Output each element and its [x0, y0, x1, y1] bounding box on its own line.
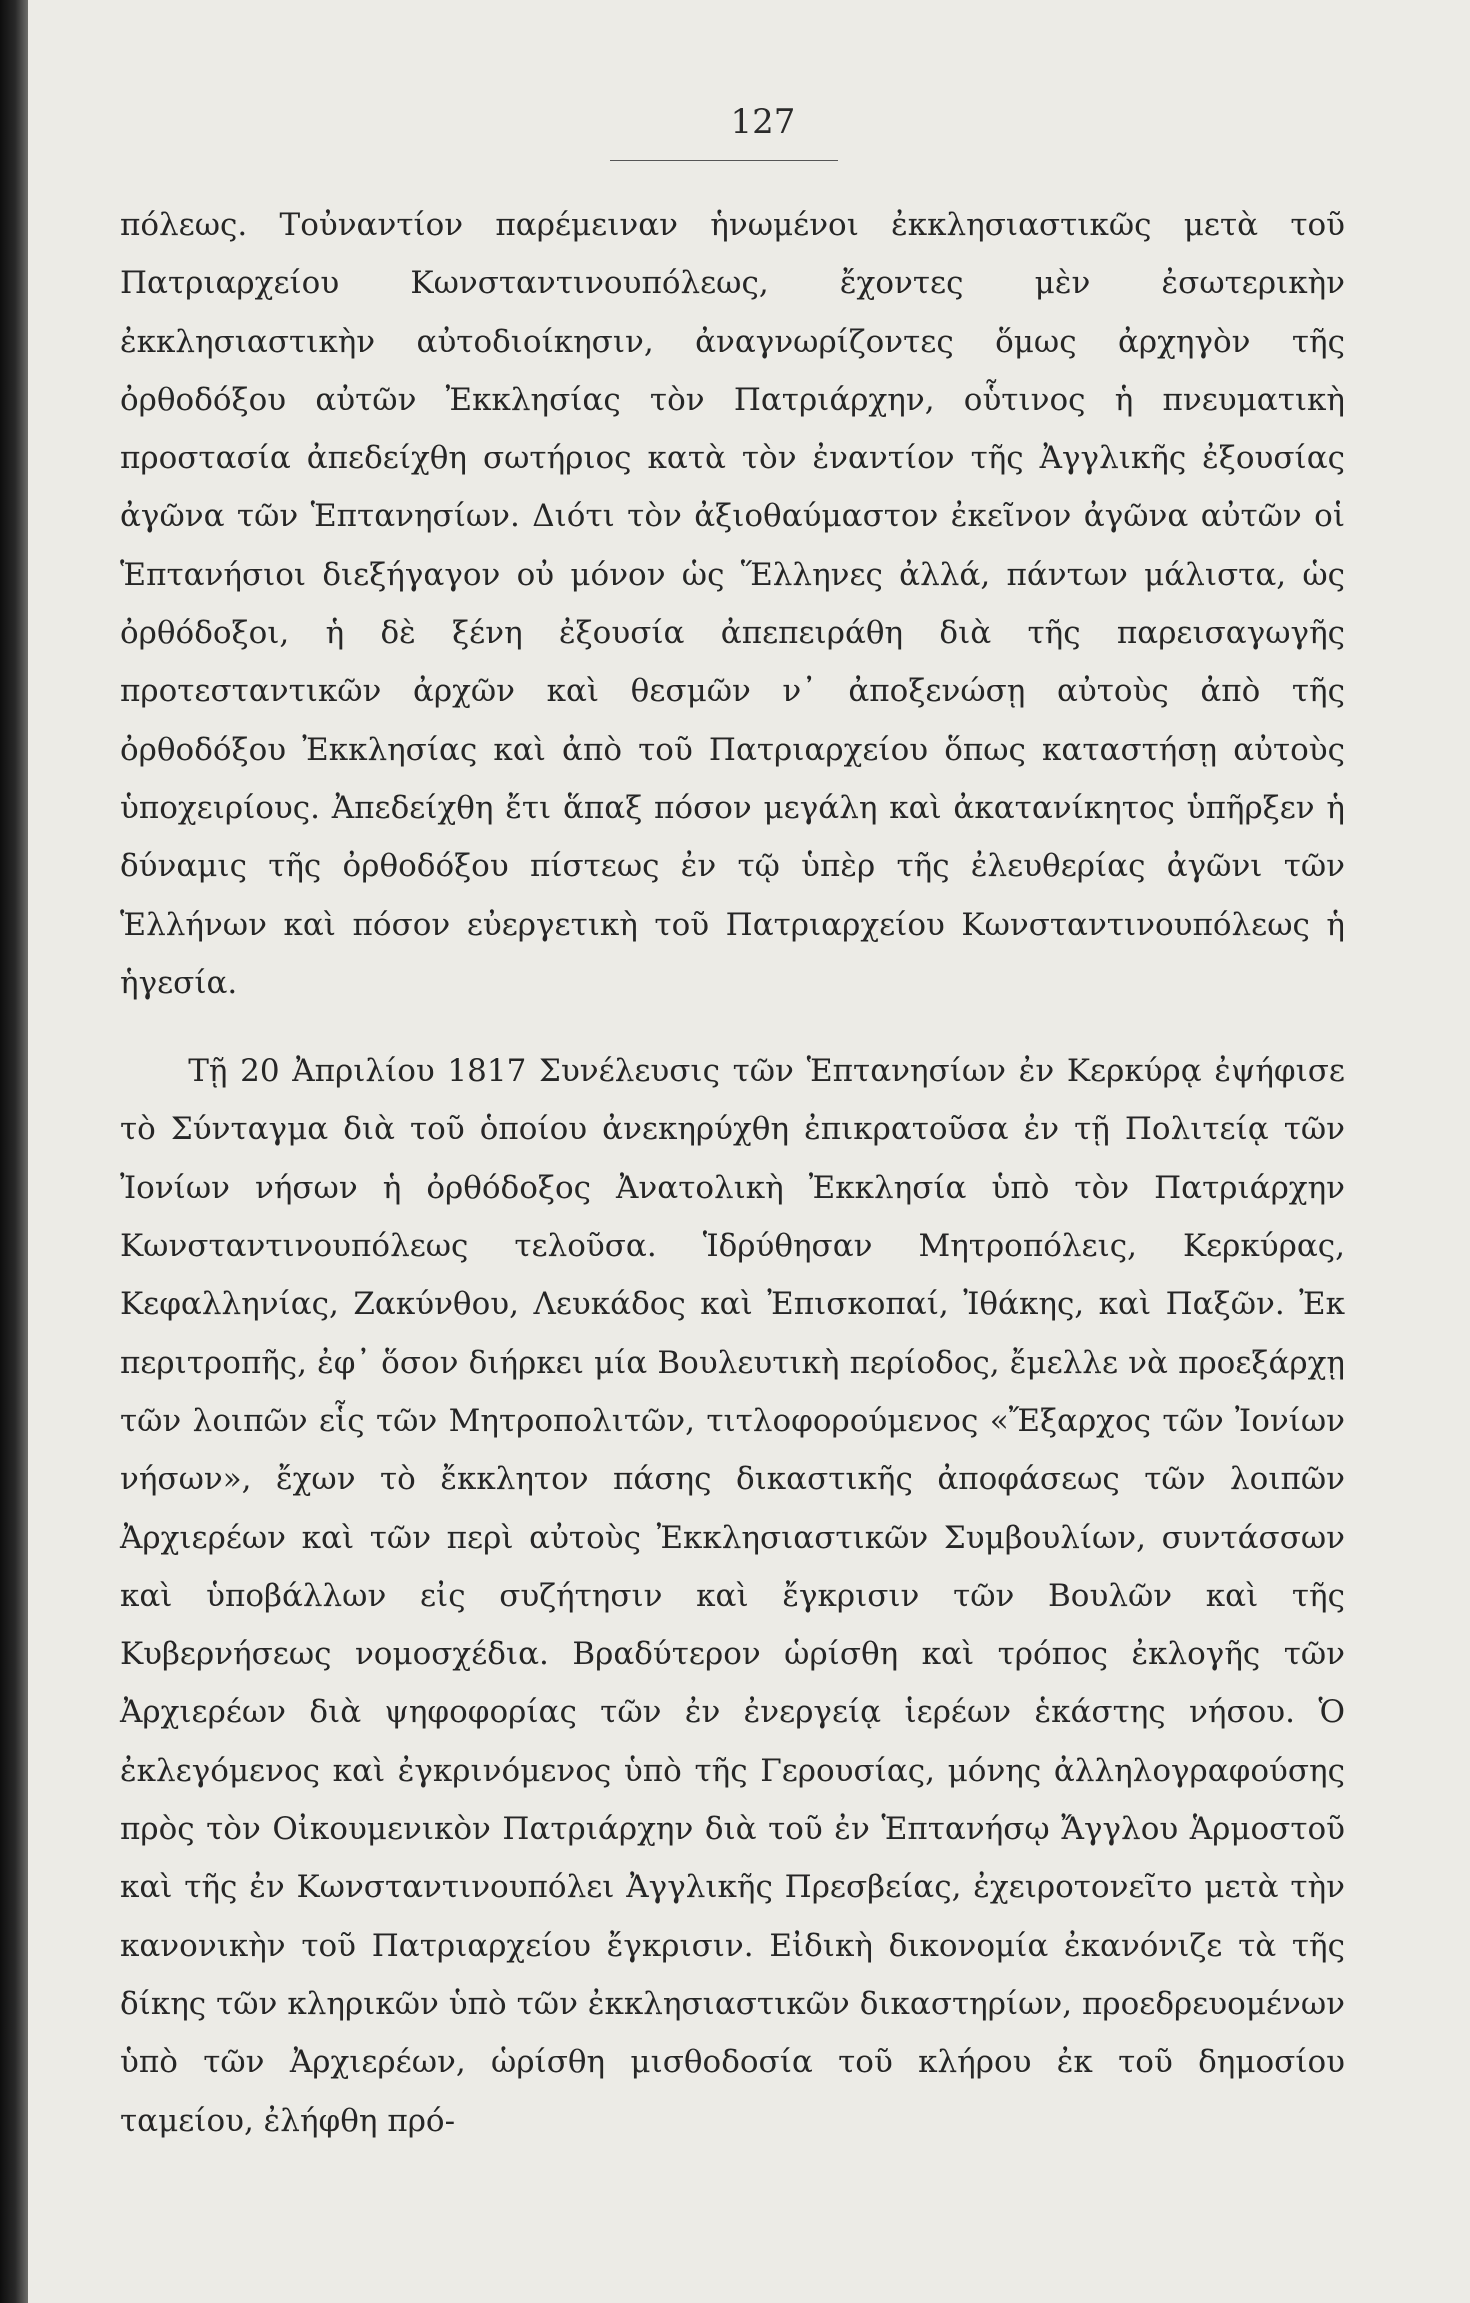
- body-text: [120, 196, 1345, 2150]
- header-rule: [610, 160, 838, 161]
- book-spine-shadow: [0, 0, 28, 2303]
- paragraph-1817-constitution: Τῇ 20 Ἀπριλίου 1817 Συνέλευσις τῶν Ἑπτανησίων ἐν Κερκύρᾳ ἐψήφισε τὸ Σύνταγμα διὰ τοῦ ὁποίου ἀνεκηρύχθη ἐπικρατοῦσα ἐν τῇ Πολιτείᾳ τῶν Ἰονίων νήσων ἡ ὀρθόδοξος Ἀνατολικὴ Ἐκκλησία ὑπὸ τὸν Πατριάρχην Κωνσταντινουπόλεως τελοῦσα. Ἱδρύθησαν Μητροπόλεις, Κερκύρας, Κεφαλληνίας, Ζακύνθου, Λευκάδος καὶ Ἐπισκοπαί, Ἰθάκης, καὶ Παξῶν. Ἐκ περιτροπῆς, ἐφ᾽ ὅσον διήρκει μία Βουλευτικὴ περίοδος, ἔμελλε νὰ προεξάρχῃ τῶν λοιπῶν εἷς τῶν Μητροπολιτῶν, τιτλοφορούμενος «Ἔξαρχος τῶν Ἰονίων νήσων», ἔχων τὸ ἔκκλητον πάσης δικαστικῆς ἀποφάσεως τῶν λοιπῶν Ἀρχιερέων καὶ τῶν περὶ αὐτοὺς Ἐκκλησιαστικῶν Συμβουλίων, συντάσσων καὶ ὑποβάλλων εἰς συζήτησιν καὶ ἔγκρισιν τῶν Βουλῶν καὶ τῆς Κυβερνήσεως νομοσχέδια. Βραδύτερον ὡρίσθη καὶ τρόπος ἐκλογῆς τῶν Ἀρχιερέων διὰ ψηφοφορίας τῶν ἐν ἐνεργείᾳ ἱερέων ἑκάστης νήσου. Ὁ ἐκλεγόμενος καὶ ἐγκρινόμενος ὑπὸ τῆς Γερουσίας, μόνης ἀλληλογραφούσης πρὸς τὸν Οἰκουμενικὸν Πατριάρχην διὰ τοῦ ἐν Ἑπτανήσῳ Ἄγγλου Ἁρμοστοῦ καὶ τῆς ἐν Κωνσταντινουπόλει Ἀγγλικῆς Πρεσβείας, ἐχειροτονεῖτο μετὰ τὴν κανονικὴν τοῦ Πατριαρχείου ἔγκρισιν. Εἰδικὴ δικονομία ἐκανόνιζε τὰ τῆς δίκης τῶν κληρικῶν ὑπὸ τῶν ἐκκλησιαστικῶν δικαστηρίων, προεδρευομένων ὑπὸ τῶν Ἀρχιερέων, ὡρίσθη μισθοδοσία τοῦ κλήρου ἐκ τοῦ δημοσίου ταμείου, ἐλήφθη πρό-: [120, 1053, 1345, 2139]
- page-number: 127: [730, 102, 796, 142]
- paragraph-continuation: πόλεως. Τοὐναντίον παρέμειναν ἡνωμένοι ἐκκλησιαστικῶς μετὰ τοῦ Πατριαρχείου Κωνσταντινουπόλεως, ἔχοντες μὲν ἐσωτερικὴν ἐκκλησιαστικὴν αὐτοδιοίκησιν, ἀναγνωρίζοντες ὅμως ἀρχηγὸν τῆς ὀρθοδόξου αὐτῶν Ἐκκλησίας τὸν Πατριάρχην, οὗτινος ἡ πνευματικὴ προστασία ἀπεδείχθη σωτήριος κατὰ τὸν ἐναντίον τῆς Ἀγγλικῆς ἐξουσίας ἀγῶνα τῶν Ἑπτανησίων. Διότι τὸν ἀξιοθαύμαστον ἐκεῖνον ἀγῶνα αὐτῶν οἱ Ἑπτανήσιοι διεξήγαγον οὐ μόνον ὡς Ἕλληνες ἀλλά, πάντων μάλιστα, ὡς ὀρθόδοξοι, ἡ δὲ ξένη ἐξουσία ἀπεπειράθη διὰ τῆς παρεισαγωγῆς προτεσταντικῶν ἀρχῶν καὶ θεσμῶν ν᾽ ἀποξενώσῃ αὐτοὺς ἀπὸ τῆς ὀρθοδόξου Ἐκκλησίας καὶ ἀπὸ τοῦ Πατριαρχείου ὅπως καταστήσῃ αὐτοὺς ὑποχειρίους. Ἀπεδείχθη ἔτι ἅπαξ πόσον μεγάλη καὶ ἀκατανίκητος ὑπῆρξεν ἡ δύναμις τῆς ὀρθοδόξου πίστεως ἐν τῷ ὑπὲρ τῆς ἐλευθερίας ἀγῶνι τῶν Ἑλλήνων καὶ πόσον εὐεργετικὴ τοῦ Πατριαρχείου Κωνσταντινουπόλεως ἡ ἡγεσία.: [120, 207, 1345, 1001]
- book-page: [28, 0, 1470, 2303]
